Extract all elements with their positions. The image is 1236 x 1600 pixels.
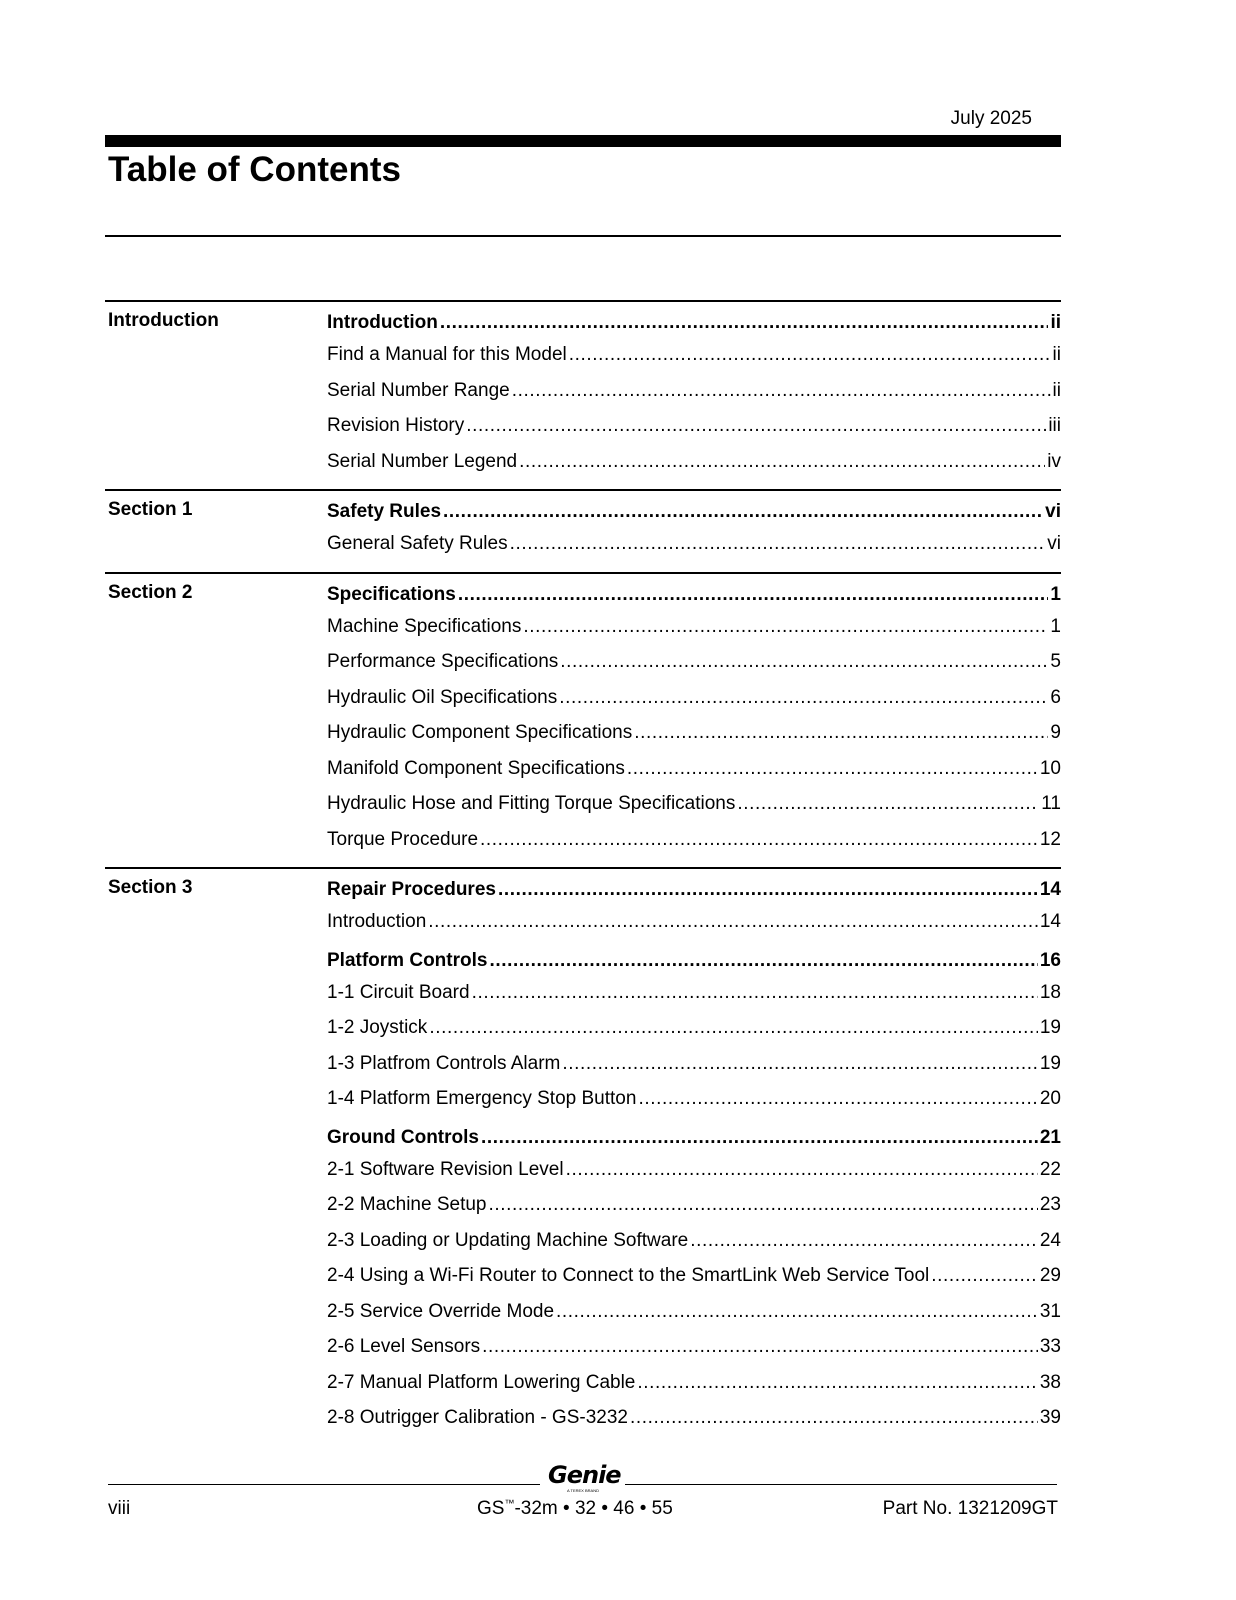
toc-entry[interactable] [327, 715, 1061, 751]
entry-page: 12 [1039, 828, 1061, 850]
toc-section [105, 489, 1061, 572]
entry-page: 19 [1039, 1017, 1061, 1038]
dot-leader [428, 904, 1038, 940]
dot-leader [559, 680, 1048, 716]
logo-subtext: A TEREX BRAND [567, 1488, 599, 1493]
model-label [477, 1498, 673, 1520]
dot-leader [627, 751, 1038, 787]
entry-page: 23 [1039, 1194, 1061, 1215]
dot-leader [630, 1400, 1038, 1436]
toc-entry[interactable] [327, 1081, 1061, 1117]
entry-title: 2-4 Using a Wi-Fi Router to Connect to the SmartLink Web Service Tool [327, 1265, 930, 1286]
entry-page: ii [1052, 344, 1061, 365]
toc-entry[interactable] [327, 786, 1061, 822]
entry-page: iv [1047, 450, 1061, 472]
entry-title: 2-3 Loading or Updating Machine Software [327, 1229, 689, 1251]
entry-page: vi [1045, 501, 1061, 522]
toc-entry[interactable] [327, 1046, 1061, 1082]
entry-page: 19 [1039, 1052, 1061, 1074]
entry-title: 1-2 Joystick [327, 1017, 428, 1038]
entry-title: Serial Number Range [327, 379, 510, 401]
entry-page: 38 [1039, 1371, 1061, 1393]
dot-leader [510, 526, 1046, 562]
toc-entry[interactable] [327, 1365, 1061, 1401]
entry-title: Hydraulic Oil Specifications [327, 686, 558, 708]
table-of-contents [105, 300, 1061, 1446]
dot-leader [443, 497, 1043, 526]
dot-leader [489, 1187, 1038, 1223]
entry-title: Revision History [327, 415, 465, 436]
entry-title: Machine Specifications [327, 615, 522, 637]
section-label: Introduction [108, 310, 219, 331]
dot-leader [482, 1329, 1038, 1365]
toc-entry[interactable] [327, 946, 1061, 975]
toc-entry[interactable] [327, 644, 1061, 680]
entry-title: 2-8 Outrigger Calibration - GS-3232 [327, 1407, 628, 1428]
dot-leader [637, 1365, 1037, 1401]
entry-title: Platform Controls [327, 949, 488, 971]
entry-page: 21 [1039, 1126, 1061, 1148]
dot-leader [512, 373, 1051, 409]
toc-section [105, 867, 1061, 1446]
entry-title: 2-7 Manual Platform Lowering Cable [327, 1371, 636, 1393]
header-rule [105, 135, 1061, 147]
model-suffix: -32m • 32 • 46 • 55 [514, 1498, 673, 1519]
toc-entry[interactable] [327, 1010, 1061, 1046]
section-entries [327, 308, 1061, 479]
entry-page: 1 [1050, 583, 1061, 605]
dot-leader [466, 408, 1046, 444]
dot-leader [931, 1258, 1038, 1294]
toc-section [105, 300, 1061, 489]
dot-leader [556, 1294, 1038, 1330]
genie-logo [548, 1461, 621, 1498]
entry-page: 14 [1039, 911, 1061, 932]
dot-leader [481, 1123, 1038, 1152]
entry-title: Repair Procedures [327, 879, 496, 900]
dot-leader [566, 1152, 1038, 1188]
entry-title: Serial Number Legend [327, 450, 518, 472]
dot-leader [569, 337, 1051, 373]
entry-title: Introduction [327, 911, 427, 932]
toc-entry[interactable] [327, 497, 1061, 526]
entry-page: 39 [1039, 1407, 1061, 1428]
toc-entry[interactable] [327, 975, 1061, 1011]
toc-entry[interactable] [327, 526, 1061, 562]
footer-rule-left [108, 1484, 540, 1485]
toc-entry[interactable] [327, 1329, 1061, 1365]
dot-leader [472, 975, 1038, 1011]
entry-page: ii [1052, 379, 1061, 401]
toc-entry[interactable] [327, 444, 1061, 480]
entry-page: 11 [1041, 793, 1061, 814]
toc-entry[interactable] [327, 1152, 1061, 1188]
entry-title: 2-2 Machine Setup [327, 1194, 487, 1215]
dot-leader [519, 444, 1045, 480]
entry-title: Hydraulic Hose and Fitting Torque Specifications [327, 793, 736, 814]
page-number: viii [108, 1498, 131, 1519]
toc-entry[interactable] [327, 1258, 1061, 1294]
entry-title: 2-1 Software Revision Level [327, 1158, 564, 1180]
dot-leader [429, 1010, 1038, 1046]
entry-title: 2-5 Service Override Mode [327, 1300, 555, 1322]
dot-leader [458, 580, 1049, 609]
entry-title: 1-1 Circuit Board [327, 981, 470, 1003]
dot-leader [480, 822, 1038, 858]
dot-leader [560, 644, 1048, 680]
entry-title: Safety Rules [327, 501, 442, 522]
entry-page: 16 [1039, 949, 1061, 971]
toc-entry[interactable] [327, 1294, 1061, 1330]
entry-page: 1 [1050, 615, 1061, 637]
toc-entry[interactable] [327, 373, 1061, 409]
toc-entry[interactable] [327, 408, 1061, 444]
section-label: Section 2 [108, 581, 193, 603]
toc-entry[interactable] [327, 904, 1061, 940]
entry-title: 1-4 Platform Emergency Stop Button [327, 1088, 637, 1109]
dot-leader [440, 308, 1049, 337]
section-label: Section 1 [108, 499, 193, 520]
entry-page: 5 [1050, 651, 1061, 672]
date-label: July 2025 [950, 108, 1032, 129]
entry-title: 2-6 Level Sensors [327, 1336, 481, 1357]
entry-title: Performance Specifications [327, 651, 559, 672]
entry-page: 33 [1039, 1336, 1061, 1357]
entry-title: Manifold Component Specifications [327, 757, 625, 779]
entry-page: 31 [1039, 1300, 1061, 1322]
entry-title: Hydraulic Component Specifications [327, 722, 633, 743]
toc-entry[interactable] [327, 680, 1061, 716]
toc-entry[interactable] [327, 751, 1061, 787]
toc-entry[interactable] [327, 580, 1061, 609]
toc-entry[interactable] [327, 1123, 1061, 1152]
toc-entry[interactable] [327, 1400, 1061, 1436]
entry-page: 22 [1039, 1158, 1061, 1180]
entry-title: Torque Procedure [327, 828, 479, 850]
entry-page: 6 [1050, 686, 1061, 708]
section-entries [327, 580, 1061, 858]
toc-entry[interactable] [327, 308, 1061, 337]
entry-page: 24 [1039, 1229, 1061, 1251]
dot-leader [562, 1046, 1038, 1082]
dot-leader [498, 875, 1038, 904]
toc-entry[interactable] [327, 1223, 1061, 1259]
entry-page: 10 [1039, 757, 1061, 779]
entry-title: Specifications [327, 583, 456, 605]
section-entries [327, 497, 1061, 562]
trademark-symbol: ™ [504, 1498, 515, 1510]
section-entries [327, 875, 1061, 1436]
toc-entry[interactable] [327, 1187, 1061, 1223]
dot-leader [638, 1081, 1037, 1117]
logo-wordmark: Genie [548, 1461, 621, 1489]
title-divider [105, 235, 1061, 237]
entry-title: Ground Controls [327, 1126, 479, 1148]
toc-entry[interactable] [327, 337, 1061, 373]
toc-entry[interactable] [327, 609, 1061, 645]
entry-page: vi [1047, 533, 1061, 554]
entry-page: 18 [1039, 981, 1061, 1003]
dot-leader [634, 715, 1048, 751]
dot-leader [523, 609, 1048, 645]
toc-section [105, 572, 1061, 868]
dot-leader [737, 786, 1039, 822]
entry-title: 1-3 Platfrom Controls Alarm [327, 1052, 561, 1074]
entry-page: ii [1050, 312, 1061, 333]
entry-page: 29 [1039, 1265, 1061, 1286]
entry-title: General Safety Rules [327, 533, 508, 554]
entry-page: 14 [1039, 879, 1061, 900]
entry-title: Introduction [327, 312, 438, 333]
dot-leader [690, 1223, 1038, 1259]
toc-entry[interactable] [327, 822, 1061, 858]
page-title: Table of Contents [108, 150, 401, 189]
entry-page: 20 [1039, 1088, 1061, 1109]
entry-page: 9 [1050, 722, 1061, 743]
model-prefix: GS [477, 1498, 505, 1519]
entry-title: Find a Manual for this Model [327, 344, 567, 365]
toc-entry[interactable] [327, 875, 1061, 904]
part-number: Part No. 1321209GT [882, 1498, 1058, 1519]
entry-page: iii [1048, 415, 1061, 436]
section-label: Section 3 [108, 877, 193, 898]
footer-rule-right [625, 1484, 1057, 1485]
dot-leader [489, 946, 1037, 975]
